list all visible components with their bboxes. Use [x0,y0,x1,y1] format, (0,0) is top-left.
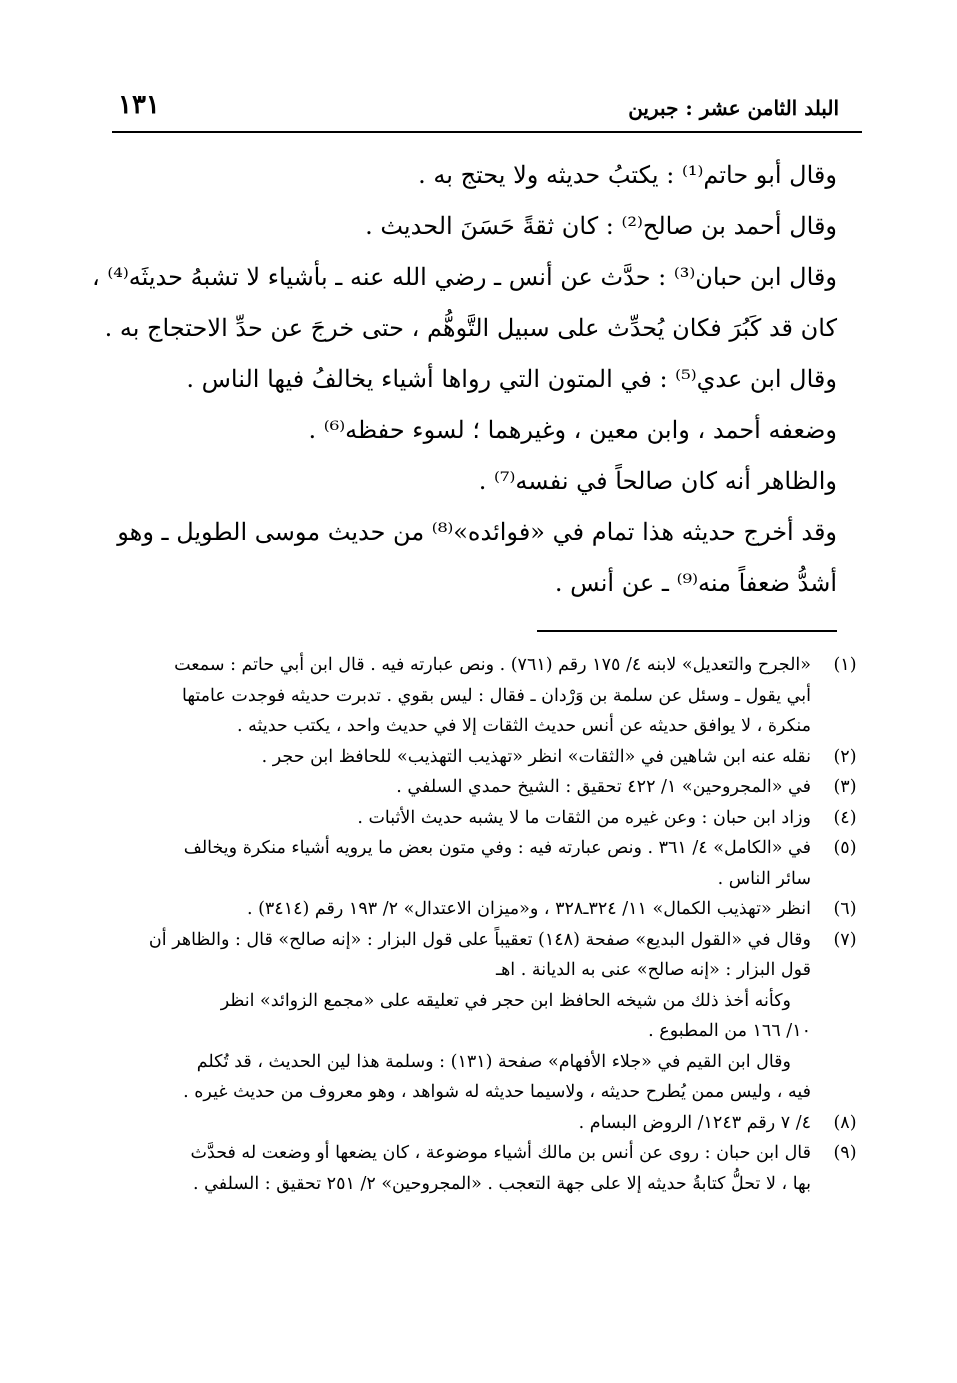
footnote-number: (٩) [833,1143,857,1163]
footnote-line: في «المجروحين» ١/ ٤٢٢ تحقيق : الشيخ حمدي السلفي . [396,777,811,797]
footnote-9 [93,1138,863,1199]
footnotes [93,650,863,1199]
footnote-line: فيه ، وليس ممن يُطرح حديثه ، ولاسيما حديثه له شواهد ، وهو معروف من حديث غيره . [183,1082,811,1102]
footnote-1 [93,650,863,742]
footnote-line: وقال في «القول البديع» صفحة (١٤٨) تعقيباً على قول البزار : «إنه صالح» قال : والظاهر أن [148,929,811,950]
page-number: ١٣١ [118,90,160,120]
main-line: والظاهر أنه كان صالحاً في نفسه⁽⁷⁾ . [478,467,837,495]
footnote-2 [93,742,863,773]
main-line: أشدُّ ضعفاً منه⁽⁹⁾ ـ عن أنس . [554,569,837,597]
footnote-3 [93,772,863,803]
footnote-number: (٥) [833,838,857,858]
footnote-line: وقال ابن القيم في «جلاء الأفهام» صفحة (١٣١) : وسلمة هذا لين الحديث ، قد تُكلم [196,1051,791,1072]
main-line: وقال أبو حاتم⁽¹⁾ : يكتبُ حديثه ولا يحتج به . [418,161,837,189]
running-header-title: البلد الثامن عشر : جبرين [628,96,839,120]
footnote-line: «الجرح والتعديل» لابنه ٤/ ١٧٥ رقم (٧٦١) . ونص عبارته فيه . قال ابن أبي حاتم : سمعت [174,655,811,675]
footnote-line: وكأنه أخذ ذلك من شيخه الحافظ ابن حجر في تعليقه على «مجمع الزوائد» انظر [220,990,791,1011]
footnote-line: أبي يقول ـ وسئل عن سلمة بن وَرْدان ـ فقال : ليس بقوي . تدبرت حديثه فوجدت عامتها [181,685,811,706]
footnote-number: (٨) [833,1112,857,1133]
footnote-line: في «الكامل» ٤/ ٣٦١ . ونص عبارته فيه : وفي متون بعض ما يرويه أشياء منكرة ويخالف [183,838,811,858]
footnote-number: (٢) [833,746,857,767]
footnote-number: (١) [833,655,857,675]
footnote-line: انظر «تهذيب الكمال» ١١/ ٣٢٤ـ٣٢٨ ، و«ميزان الاعتدال» ٢/ ١٩٣ رقم (٣٤١٤) . [246,899,811,919]
main-line: وقد أخرج حديثه هذا تمام في «فوائده»⁽⁸⁾ من حديث موسى الطويل ـ وهو [117,518,837,546]
main-text [91,150,837,609]
footnote-separator [537,630,837,632]
footnote-line: منكرة ، لا يوافق حديثه عن أنس حديث الثقات إلا في حديث واحد ، يكتب حديثه . [237,716,811,736]
main-line: وقال أحمد بن صالح⁽²⁾ : كان ثقةً حَسَنَ الحديث . [365,212,837,240]
footnote-line: قول البزار : «إنه صالح» عنى به الديانة . اهـ [495,960,811,980]
footnote-line: قال ابن حبان : روى عن أنس بن مالك أشياء موضوعة ، كان يضعها أو وضعت له فحدَّث [190,1143,811,1163]
footnote-line: ٤/ ٧ رقم ١٢٤٣/ الروض البسام . [578,1112,811,1133]
footnote-4 [93,803,863,834]
footnote-line: بها ، لا تحلُّ كتابةُ حديثه إلا على جهة التعجب . «المجروحين» ٢/ ٢٥١ تحقيق : السلفي . [193,1173,811,1194]
footnote-number: (٣) [833,777,857,797]
footnote-5 [93,833,863,894]
main-line: وقال ابن عدي⁽⁵⁾ : في المتون التي رواها أشياء يخالفُ فيها الناس . [186,365,837,393]
header-rule [112,131,862,133]
footnote-line: وزاد ابن حبان : وعن غيره من الثقات ما لا يشبه حديث الأثبات . [357,807,811,828]
footnote-number: (٤) [833,807,857,828]
footnote-line: نقله عنه ابن شاهين في «الثقات» انظر «تهذيب التهذيب» للحافظ ابن حجر . [261,746,811,767]
footnote-8 [93,1108,863,1139]
footnote-number: (٦) [833,899,857,919]
main-line: وضعفه أحمد ، وابن معين ، وغيرهما ؛ لسوء حفظه⁽⁶⁾ . [308,416,837,444]
footnote-7 [93,925,863,1108]
footnote-6 [93,894,863,925]
main-line: وقال ابن حبان⁽³⁾ : حدَّث عن أنس ـ رضي الله عنه ـ بأشياء لا تشبهُ حديثَه⁽⁴⁾ ، [91,263,837,291]
footnote-line: ١٠/ ١٦٦ من المطبوع . [648,1021,811,1041]
main-line: كان قد كَبُرَ فكان يُحدِّث على سبيل التَّوهُّم ، حتى خرجَ عن حدِّ الاحتجاج به . [104,314,837,342]
footnote-number: (٧) [833,929,857,950]
footnote-line: سائر الناس . [717,868,811,889]
